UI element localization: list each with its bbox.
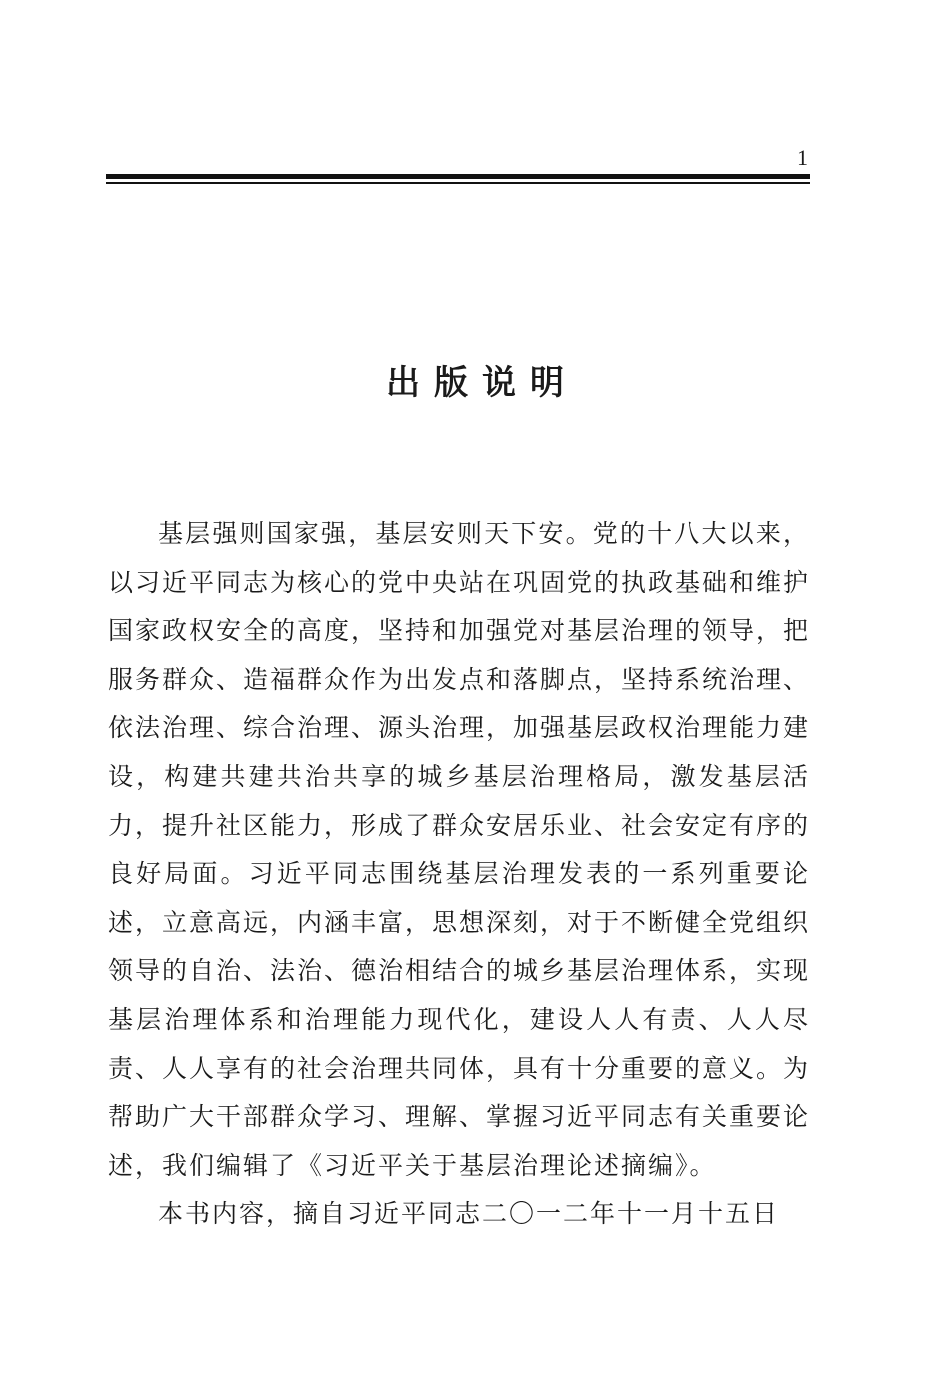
paragraph-2: 本书内容，摘自习近平同志二〇一二年十一月十五日 xyxy=(158,1199,780,1229)
body-text xyxy=(108,510,810,1239)
page-number: 1 xyxy=(797,145,808,170)
paragraph-1: 基层强则国家强，基层安则天下安。党的十八大以来，以习近平同志为核心的党中央站在巩固党的执政基础和维护国家政权安全的高度，坚持和加强党对基层治理的领导，把服务群众、造福群众作为出发点和落脚点，坚持系统治理、依法治理、综合治理、源头治理，加强基层政权治理能力建设，构建共建共治共享的城乡基层治理格局，激发基层活力，提升社区能力，形成了群众安居乐业、社会安定有序的良好局面。习近平同志围绕基层治理发表的一系列重要论述，立意高远，内涵丰富，思想深刻，对于不断健全党组织领导的自治、法治、德治相结合的城乡基层治理体系，实现基层治理体系和治理能力现代化，建设人人有责、人人尽责、人人享有的社会治理共同体，具有十分重要的意义。为帮助广大干部群众学习、理解、掌握习近平同志有关重要论述，我们编辑了《习近平关于基层治理论述摘编》。 xyxy=(108,519,811,1180)
header-rule-thin xyxy=(106,182,810,184)
header-rule-thick xyxy=(106,174,810,179)
page-title: 出版说明 xyxy=(386,363,578,403)
